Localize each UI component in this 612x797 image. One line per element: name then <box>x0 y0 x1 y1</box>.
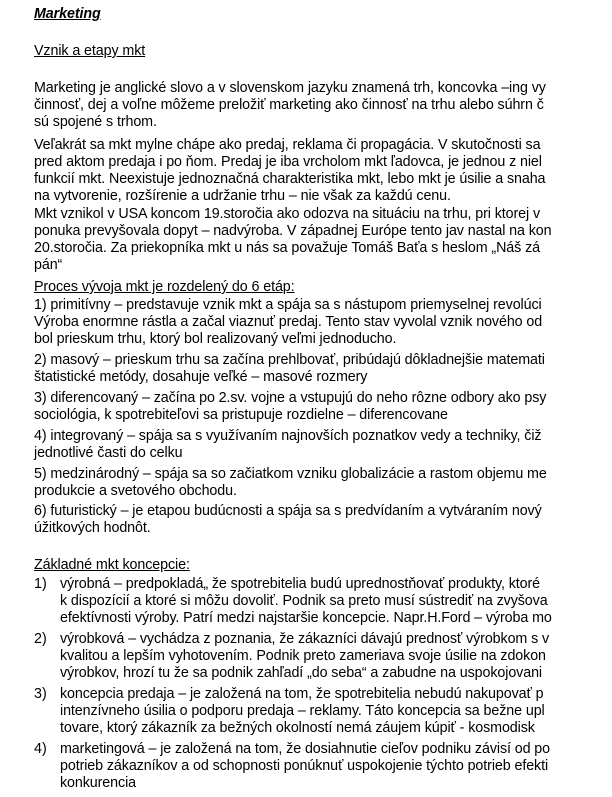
concept-line: potrieb zákazníkov a od schopnosti ponúknuť uspokojenie týchto potrieb efekti <box>60 758 549 774</box>
concepts-heading: Základné mkt koncepcie: <box>34 557 190 573</box>
stage-line: Výroba enormne rástla a začal viaznuť predaj. Tento stav vyvolal vznik nového od <box>34 314 543 330</box>
stage-line: 5) medzinárodný – spája sa so začiatkom vzniku globalizácie a rastom objemu me <box>34 466 547 482</box>
stages-heading: Proces vývoja mkt je rozdelený do 6 etáp: <box>34 279 295 295</box>
concept-line: koncepcia predaja – je založená na tom, že spotrebitelia nebudú nakupovať p <box>60 686 544 702</box>
concept-number: 3) <box>34 686 47 702</box>
paragraph-line: na vytvorenie, rozšírenie a udržanie trhu – nie však za každú cenu. <box>34 188 451 204</box>
stage-line: bol prieskum trhu, ktorý bol realizovaný veľmi jednoducho. <box>34 331 397 347</box>
stage-line: jednotlivé časti do celku <box>34 445 183 461</box>
document-title: Marketing <box>34 6 101 22</box>
paragraph-line: sú spojené s trhom. <box>34 114 157 130</box>
concept-line: výrobková – vychádza z poznania, že zákazníci dávajú prednosť výrobkom s v <box>60 631 550 647</box>
concept-line: k dispozícií a ktoré si môžu dovoliť. Podnik sa preto musí sústrediť na zvyšova <box>60 593 548 609</box>
stage-line: štatistické metódy, dosahuje veľké – masové rozmery <box>34 369 368 385</box>
paragraph-line: Mkt vznikol v USA koncom 19.storočia ako odozva na situáciu na trhu, pri ktorej v <box>34 206 541 222</box>
stage-line: produkcie a svetového obchodu. <box>34 483 237 499</box>
paragraph-line: pred aktom predaja i po ňom. Predaj je iba vrcholom mkt ľadovca, je jednou z niel <box>34 154 542 170</box>
paragraph-line: 20.storočia. Za priekopníka mkt u nás sa považuje Tomáš Baťa s heslom „Náš zá <box>34 240 540 256</box>
stage-line: úžitkových hodnôt. <box>34 520 151 536</box>
concept-line: výrobná – predpokladá„ že spotrebitelia budú uprednostňovať produkty, ktoré <box>60 576 541 592</box>
concept-number: 4) <box>34 741 47 757</box>
paragraph-line: funkcií mkt. Neexistuje jednoznačná charakteristika mkt, lebo mkt je úsilie a snaha <box>34 171 546 187</box>
concept-line: marketingová – je založená na tom, že dosiahnutie cieľov podniku závisí od po <box>60 741 551 757</box>
concept-line: tovare, ktorý zákazník za bežných okolností nemá záujem kúpiť - kosmodisk <box>60 720 535 736</box>
stage-line: sociológia, k spotrebiteľovi sa pristupuje rozdielne – diferencovane <box>34 407 448 423</box>
paragraph-line: ponuka prevyšovala dopyt – nadvýroba. V západnej Európe tento jav nastal na kon <box>34 223 552 239</box>
concept-line: efektívnosti výroby. Patrí medzi najstaršie koncepcie. Napr.H.Ford – výroba mo <box>60 610 552 626</box>
concept-number: 2) <box>34 631 47 647</box>
stage-line: 4) integrovaný – spája sa s využívaním najnovších poznatkov vedy a techniky, čiž <box>34 428 542 444</box>
stage-line: 6) futuristický – je etapou budúcnosti a spája sa s predvídaním a vytváraním nový <box>34 503 542 519</box>
paragraph-line: činnosť, dej a voľne môžeme preložiť marketing ako činnosť na trhu alebo súhrn č <box>34 97 544 113</box>
stage-line: 1) primitívny – predstavuje vznik mkt a spája sa s nástupom priemyselnej revolúci <box>34 297 542 313</box>
concept-line: intenzívneho úsilia o podporu predaja – reklamy. Táto koncepcia sa bežne upl <box>60 703 545 719</box>
stage-line: 2) masový – prieskum trhu sa začína prehlbovať, pribúdajú dôkladnejšie matemati <box>34 352 545 368</box>
concept-line: výrobkov, hrozí tu že sa podnik zahľadí „do seba“ a zabudne na uspokojovani <box>60 665 543 681</box>
concept-line: konkurencia <box>60 775 136 791</box>
paragraph-line: Veľakrát sa mkt mylne chápe ako predaj, reklama či propagácia. V skutočnosti sa <box>34 137 541 153</box>
paragraph-line: pán“ <box>34 257 63 273</box>
stage-line: 3) diferencovaný – začína po 2.sv. vojne a vstupujú do neho rôzne odbory ako psy <box>34 390 547 406</box>
concept-line: kvalitou a lepším vyhotovením. Podnik preto zameriava svoje úsilie na zdokon <box>60 648 546 664</box>
section-heading-origin: Vznik a etapy mkt <box>34 43 146 59</box>
concept-number: 1) <box>34 576 47 592</box>
paragraph-line: Marketing je anglické slovo a v slovenskom jazyku znamená trh, koncovka –ing vy <box>34 80 546 96</box>
